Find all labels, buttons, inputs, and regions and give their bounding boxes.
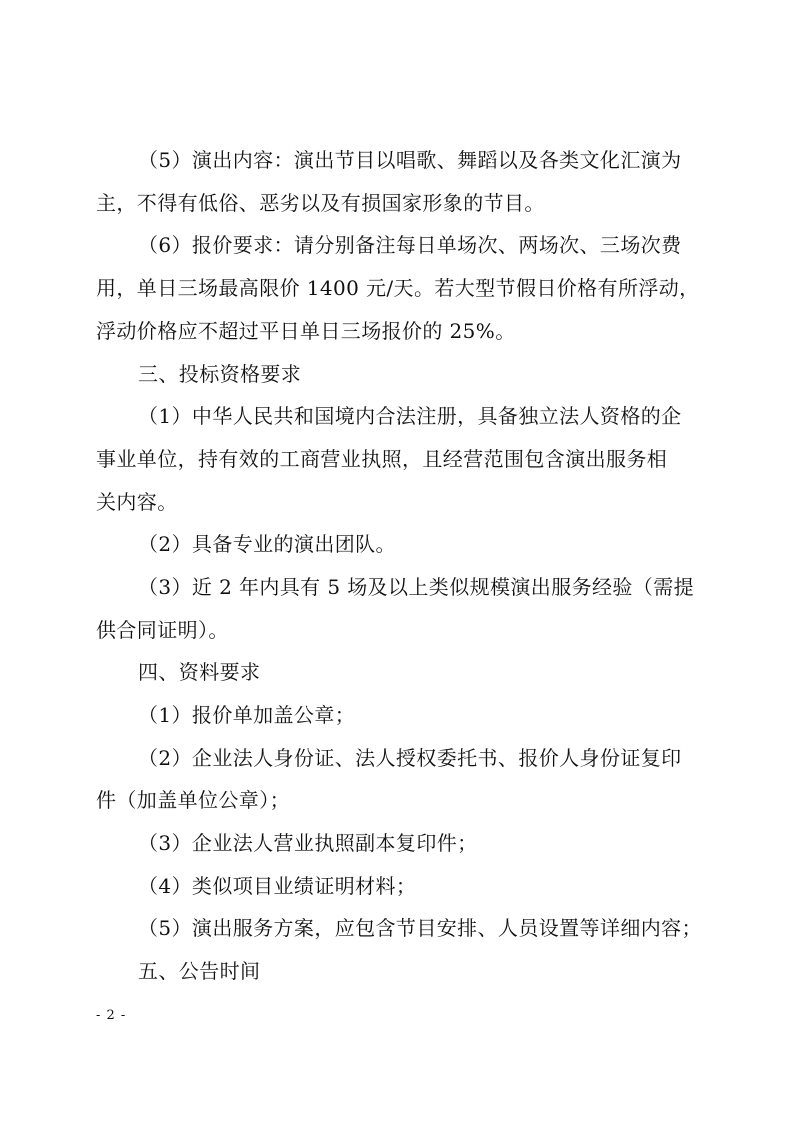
qualification-3-line-2: 供合同证明）。 [96, 618, 229, 642]
qualification-2: （2）具备专业的演出团队。 [138, 532, 396, 556]
qualification-1-line-3: 关内容。 [96, 490, 178, 514]
section-heading-qualifications: 三、投标资格要求 [138, 362, 302, 386]
qualification-1-line-1: （1）中华人民共和国境内合法注册，具备独立法人资格的企 [138, 404, 682, 428]
section-heading-materials: 四、资料要求 [138, 660, 261, 684]
section-heading-announcement-time: 五、公告时间 [138, 959, 261, 983]
page-number: - 2 - [96, 1008, 127, 1023]
material-3: （3）企业法人营业执照副本复印件； [138, 831, 478, 855]
qualification-3-line-1: （3）近 2 年内具有 5 场及以上类似规模演出服务经验（需提 [138, 575, 695, 599]
material-4: （4）类似项目业绩证明材料； [138, 874, 417, 898]
material-2-line-1: （2）企业法人身份证、法人授权委托书、报价人身份证复印 [138, 746, 682, 770]
performance-content-line-1: （5）演出内容：演出节目以唱歌、舞蹈以及各类文化汇演为 [138, 148, 682, 172]
material-2-line-2: 件（加盖单位公章）； [96, 788, 290, 812]
quote-requirement-line-3: 浮动价格应不超过平日单日三场报价的 25%。 [96, 319, 516, 343]
quote-requirement-line-2: 用，单日三场最高限价 1400 元/天。若大型节假日价格有所浮动， [96, 276, 700, 300]
performance-content-line-2: 主，不得有低俗、恶劣以及有损国家形象的节目。 [96, 191, 545, 215]
material-1: （1）报价单加盖公章； [138, 703, 356, 727]
material-5: （5）演出服务方案，应包含节目安排、人员设置等详细内容； [138, 916, 702, 940]
quote-requirement-line-1: （6）报价要求：请分别备注每日单场次、两场次、三场次费 [138, 233, 682, 257]
qualification-1-line-2: 事业单位，持有效的工商营业执照，且经营范围包含演出服务相 [96, 447, 668, 471]
